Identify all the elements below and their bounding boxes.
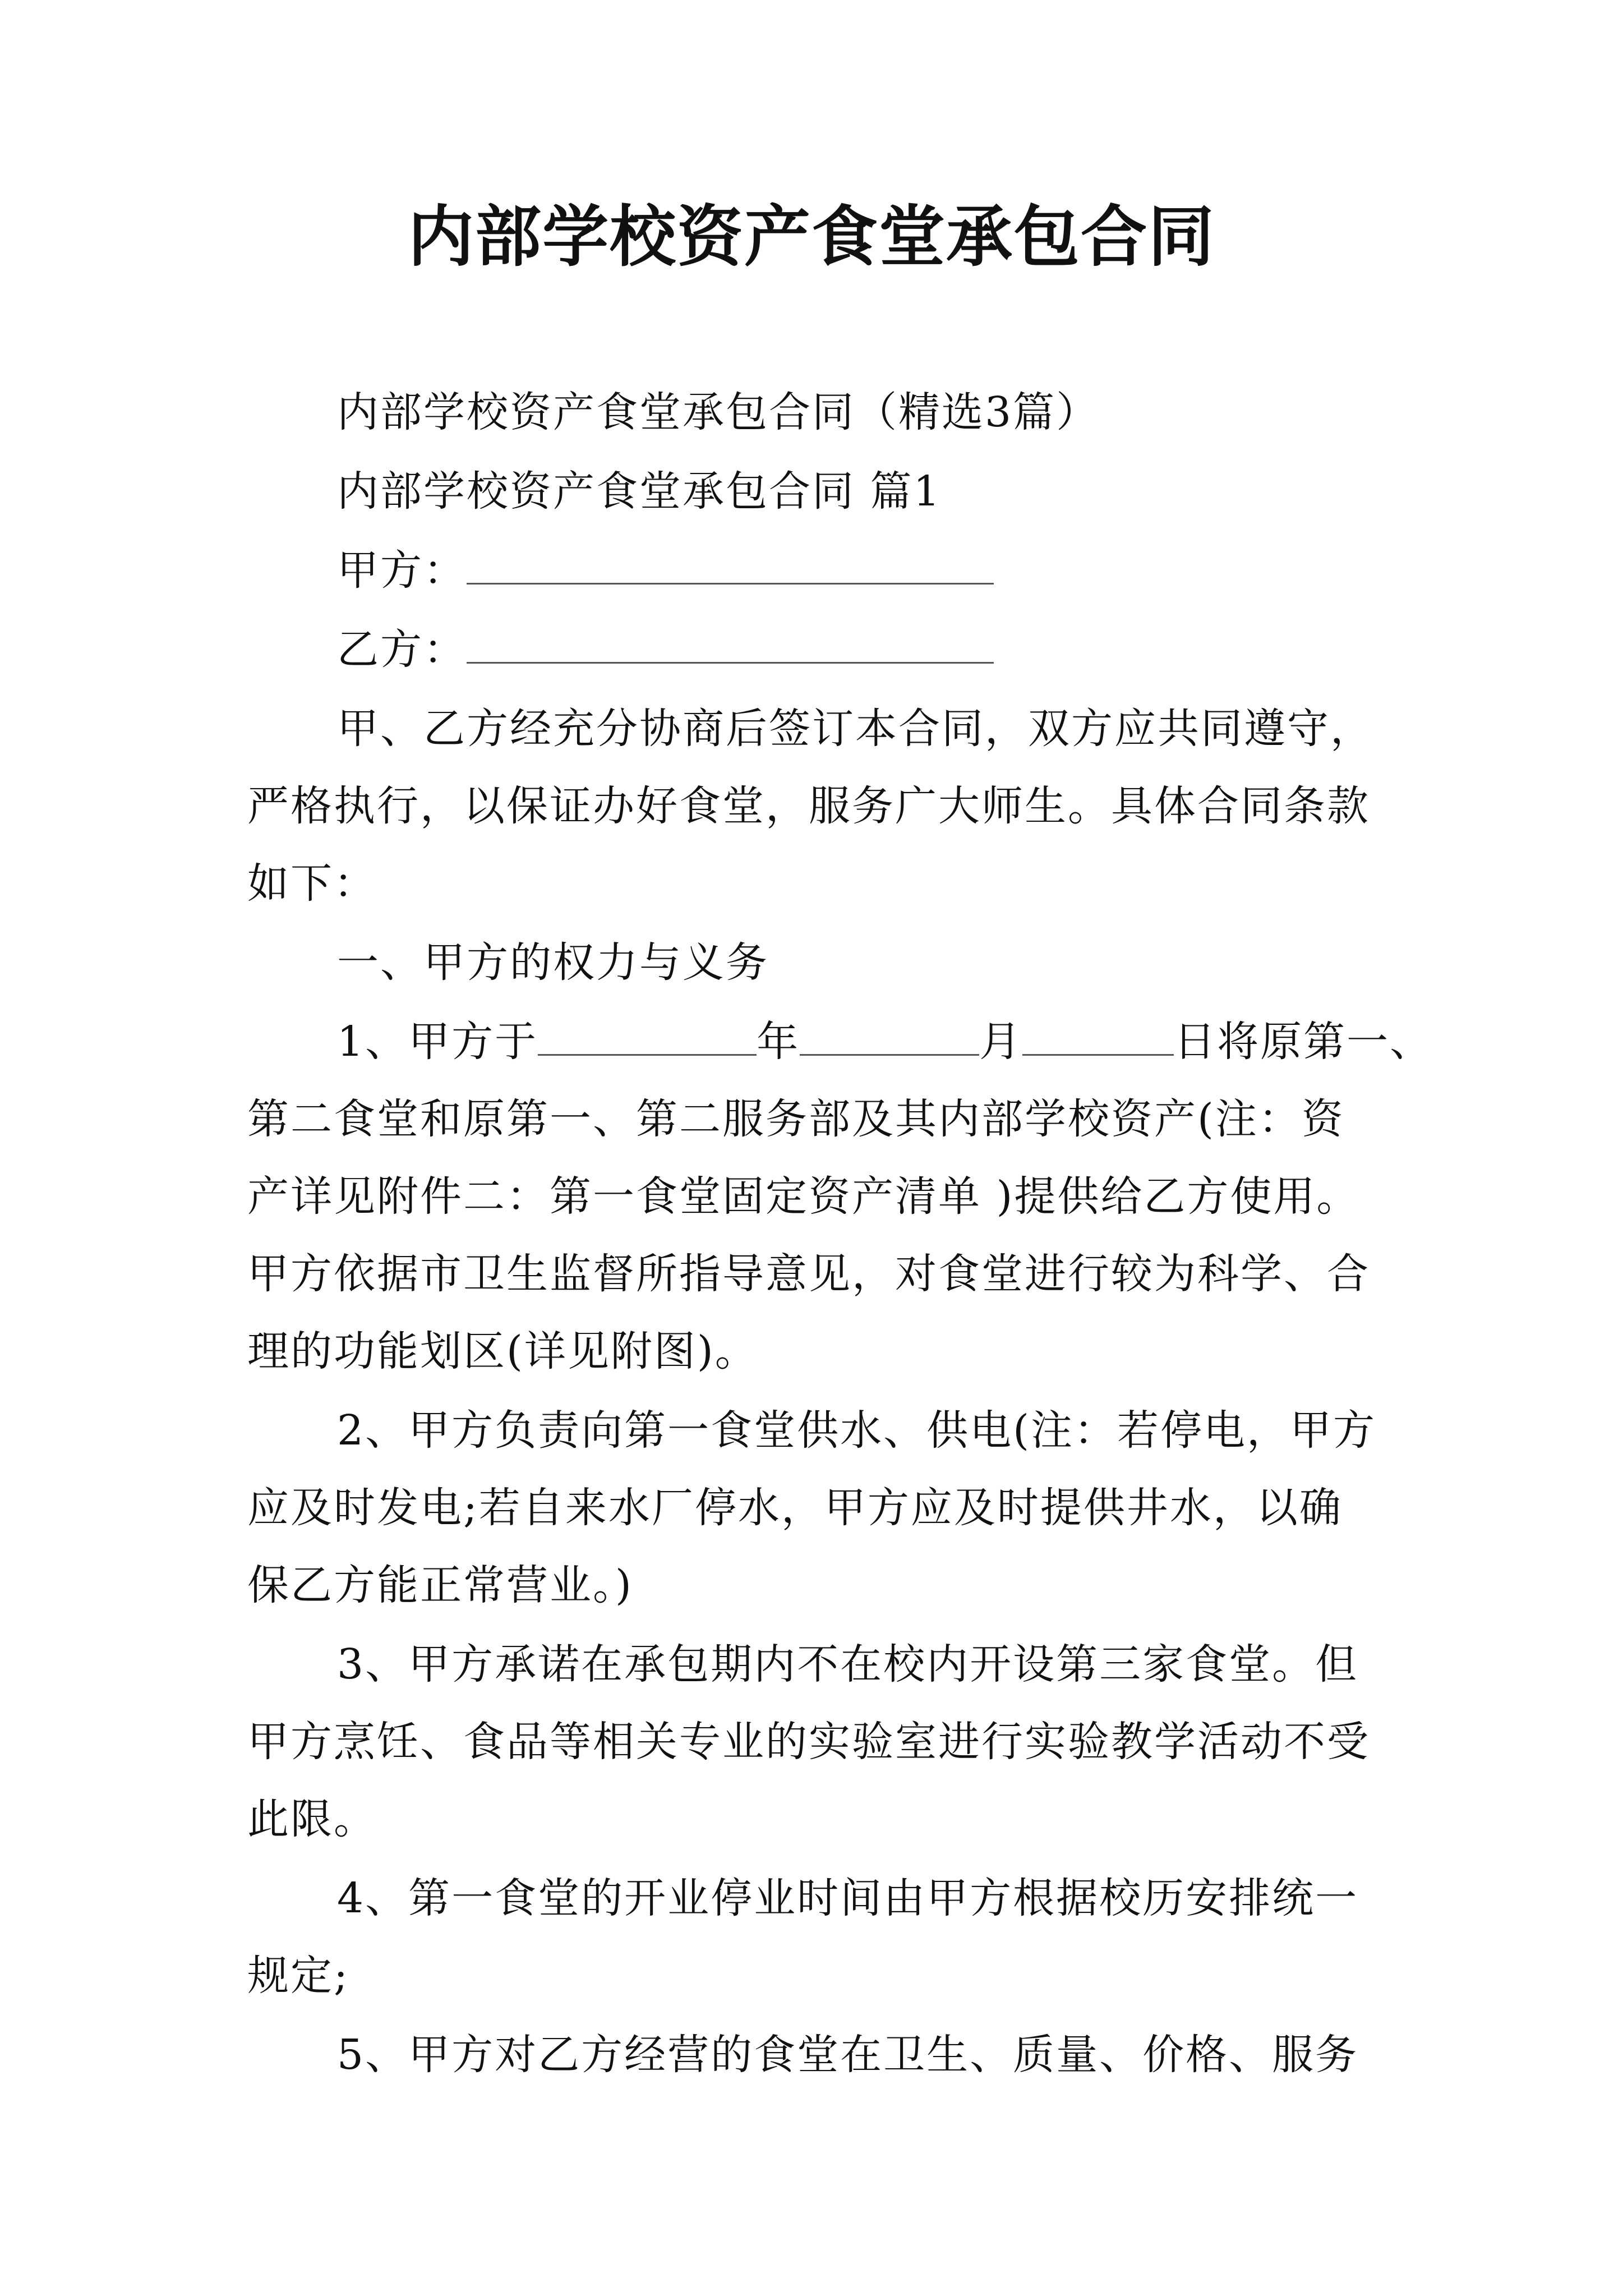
- clause-2-line: 保乙方能正常营业。): [247, 1561, 633, 1609]
- clause-3-line: 3、甲方承诺在承包期内不在校内开设第三家食堂。但: [337, 1640, 1359, 1688]
- heading-party-a-rights: 一、甲方的权力与义务: [337, 938, 769, 987]
- clause-5-line: 5、甲方对乙方经营的食堂在卫生、质量、价格、服务: [337, 2031, 1359, 2079]
- clause-3-line: 此限。: [247, 1795, 377, 1843]
- clause-3-line: 甲方烹饪、食品等相关专业的实验室进行实验教学活动不受: [247, 1718, 1370, 1766]
- intro-line: 严格执行，以保证办好食堂，服务广大师生。具体合同条款: [247, 782, 1370, 830]
- clause-2-line: 2、甲方负责向第一食堂供水、供电(注：若停电，甲方: [337, 1406, 1376, 1455]
- clause-1-first-line: [337, 1016, 1433, 1067]
- year-label: 年: [757, 1018, 800, 1066]
- clause-1-line: 甲方依据市卫生监督所指导意见，对食堂进行较为科学、合: [247, 1250, 1370, 1298]
- party-a-blank: [467, 548, 994, 585]
- party-b-blank: [467, 627, 994, 664]
- clause-2-line: 应及时发电;若自来水厂停水，甲方应及时提供井水，以确: [247, 1484, 1343, 1532]
- subtitle: 内部学校资产食堂承包合同（精选3篇）: [337, 388, 1100, 436]
- party-a-line: [337, 545, 994, 596]
- document-title: 内部学校资产食堂承包合同: [407, 197, 1215, 275]
- party-b-label: 乙方：: [337, 625, 467, 674]
- year-blank: [538, 1019, 757, 1056]
- clause-4-line: 规定;: [247, 1952, 349, 2000]
- day-blank: [1022, 1019, 1174, 1056]
- clause-1-tail: 日将原第一、: [1174, 1018, 1433, 1066]
- month-label: 月: [979, 1018, 1023, 1066]
- clause-1-line: 第二食堂和原第一、第二服务部及其内部学校资产(注：资: [247, 1095, 1345, 1143]
- section-title: 内部学校资产食堂承包合同 篇1: [337, 467, 942, 516]
- intro-line: 甲、乙方经充分协商后签订本合同，双方应共同遵守，: [337, 705, 1373, 753]
- clause-1-prefix: 1、甲方于: [337, 1018, 538, 1066]
- clause-4-line: 4、第一食堂的开业停业时间由甲方根据校历安排统一: [337, 1874, 1359, 1922]
- intro-line: 如下：: [247, 859, 377, 908]
- clause-1-line: 产详见附件二：第一食堂固定资产清单 )提供给乙方使用。: [247, 1172, 1360, 1221]
- party-b-line: [337, 624, 994, 675]
- party-a-label: 甲方：: [337, 546, 467, 595]
- month-blank: [800, 1019, 979, 1056]
- clause-1-line: 理的功能划区(详见附图)。: [247, 1327, 758, 1375]
